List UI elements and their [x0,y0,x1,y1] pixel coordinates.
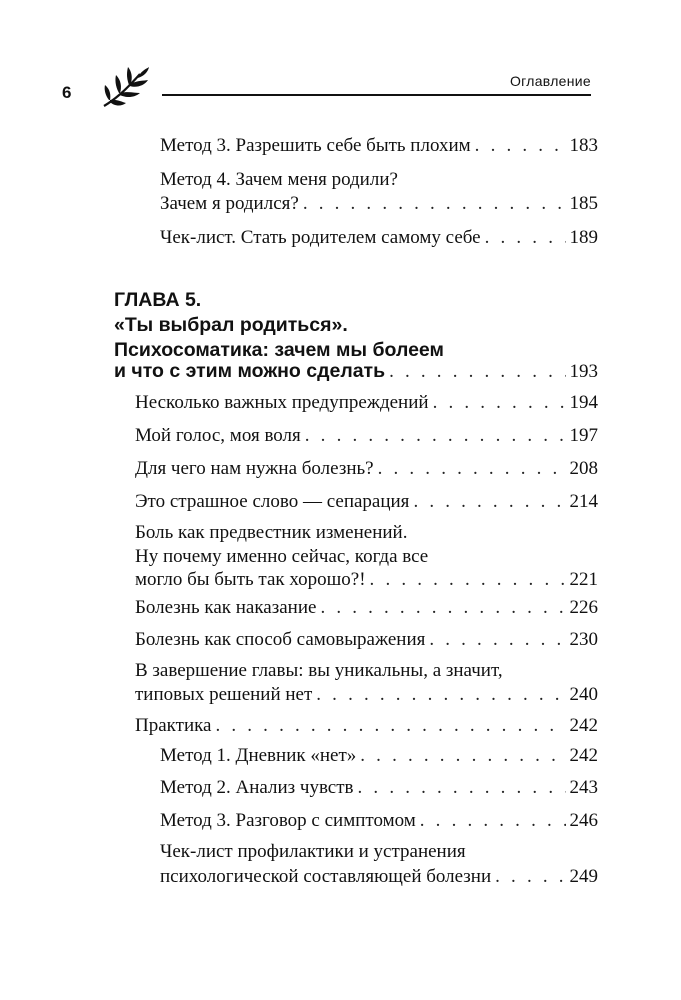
toc-leader-dots [413,490,565,514]
toc-entry [160,192,598,216]
toc-entry-title: Мой голос, моя воля [135,425,301,446]
chapter-page: 193 [569,361,598,382]
toc-entry-line: Чек-лист профилактики и устранения [160,841,466,862]
toc-entry-title: Болезнь как наказание [135,597,317,618]
toc-entry-page: 214 [569,491,598,512]
toc-leader-dots [475,134,566,158]
toc-entry-page: 221 [569,569,598,590]
toc-entry [135,490,598,514]
toc-entry [135,628,598,652]
toc-entry [135,596,598,620]
toc-leader-dots [215,714,565,738]
toc-entry [135,391,598,415]
toc-entry-page: 240 [569,684,598,705]
toc-entry-page: 230 [569,629,598,650]
toc-entry-title: Метод 2. Анализ чувств [160,777,354,798]
toc-entry-page: 194 [569,392,598,413]
toc-leader-dots [358,776,566,800]
toc-entry-page: 208 [569,458,598,479]
toc-leader-dots [320,596,565,620]
page-number: 6 [62,83,72,102]
toc-entry [135,568,598,592]
toc-leader-dots [429,628,565,652]
toc-entry-title: типовых решений нет [135,684,313,705]
toc-entry [160,865,598,889]
toc-entry-title: Практика [135,715,212,736]
toc-leader-dots [378,457,566,481]
toc-entry-title: Несколько важных предупреждений [135,392,429,413]
toc-entry-title: Это страшное слово — сепарация [135,491,410,512]
toc-entry-page: 183 [569,135,598,156]
running-header-title: Оглавление [509,73,591,89]
toc-entry-line: В завершение главы: вы уникальны, а значит, [135,660,503,681]
toc-entry [160,809,598,833]
chapter-heading-line: «Ты выбрал родиться». [114,314,348,336]
toc-leader-dots [420,809,566,833]
toc-entry-page: 242 [569,745,598,766]
toc-entry-page: 246 [569,810,598,831]
toc-entry-line: Ну почему именно сейчас, когда все [135,546,429,567]
toc-entry-title: Зачем я родился? [160,193,299,214]
toc-entry-title: Метод 3. Разговор с симптомом [160,810,416,831]
chapter-heading-line: Психосоматика: зачем мы болеем [114,339,444,361]
toc-leader-dots [495,865,565,889]
toc-entry [135,457,598,481]
toc-entry [135,424,598,448]
toc-entry-page: 189 [569,227,598,248]
chapter-heading-last-line: и что с этим можно сделать [114,360,386,382]
toc-entry [160,134,598,158]
toc-leader-dots [433,391,566,415]
toc-entry [160,744,598,768]
toc-entry-page: 226 [569,597,598,618]
toc-leader-dots [360,744,565,768]
toc-leader-dots [303,192,566,216]
toc-entry [135,683,598,707]
toc-entry [135,714,598,738]
toc-leader-dots [305,424,566,448]
toc-entry-page: 243 [569,777,598,798]
toc-entry-line: Боль как предвестник изменений. [135,522,408,543]
toc-leader-dots [389,360,565,384]
toc-entry-title: психологической составляющей болезни [160,866,492,887]
toc-entry [160,776,598,800]
toc-leader-dots [370,568,566,592]
toc-leader-dots [485,226,566,250]
chapter-heading-entry [114,359,598,384]
chapter-heading-line: ГЛАВА 5. [114,289,202,311]
toc-entry-page: 242 [569,715,598,736]
toc-leader-dots [316,683,565,707]
header-rule [162,94,591,96]
toc-entry-page: 249 [569,866,598,887]
toc-entry-title: могло бы быть так хорошо?! [135,569,366,590]
toc-entry-page: 197 [569,425,598,446]
toc-entry-title: Болезнь как способ самовыражения [135,629,426,650]
toc-entry-title: Для чего нам нужна болезнь? [135,458,374,479]
toc-entry-line: Метод 4. Зачем меня родили? [160,169,398,190]
toc-entry [160,226,598,250]
toc-entry-title: Чек-лист. Стать родителем самому себе [160,227,481,248]
leaf-branch-icon [100,66,150,112]
toc-entry-page: 185 [569,193,598,214]
toc-entry-title: Метод 1. Дневник «нет» [160,745,357,766]
toc-entry-title: Метод 3. Разрешить себе быть плохим [160,135,471,156]
